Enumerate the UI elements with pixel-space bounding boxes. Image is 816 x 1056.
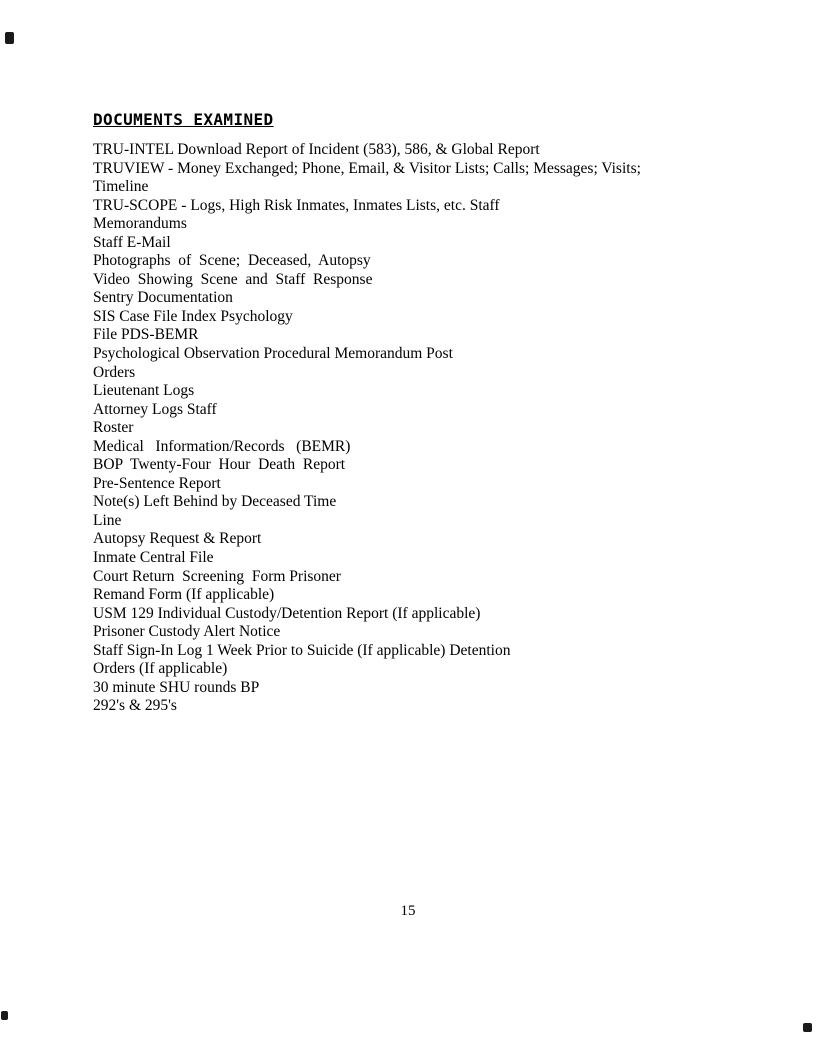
document-line: Photographs of Scene; Deceased, Autopsy — [93, 252, 371, 270]
document-line: Orders — [93, 363, 136, 381]
document-line: Medical Information/Records (BEMR) — [93, 437, 351, 455]
document-line: Psychological Observation Procedural Memorandum Post — [93, 345, 453, 363]
document-line: Sentry Documentation — [93, 289, 233, 307]
document-line: SIS Case File Index Psychology — [93, 307, 293, 325]
document-line: Court Return Screening Form Prisoner — [93, 567, 341, 585]
document-line: Memorandums — [93, 215, 187, 233]
document-line: Orders (If applicable) — [93, 660, 228, 678]
document-body — [93, 141, 693, 716]
document-line: Inmate Central File — [93, 549, 214, 567]
scan-artifact — [803, 1023, 812, 1032]
document-line: Video Showing Scene and Staff Response — [93, 270, 373, 288]
document-line: TRU-INTEL Download Report of Incident (583), 586, & Global Report — [93, 141, 540, 158]
scan-artifact — [1, 1011, 8, 1020]
document-line: Remand Form (If applicable) — [93, 586, 275, 604]
document-line: 292's & 295's — [93, 697, 177, 715]
document-line: Prisoner Custody Alert Notice — [93, 623, 281, 641]
document-line: Staff Sign-In Log 1 Week Prior to Suicide (If applicable) Detention — [93, 641, 511, 659]
document-line: Note(s) Left Behind by Deceased Time — [93, 493, 337, 511]
page-number: 15 — [400, 903, 416, 919]
document-line: 30 minute SHU rounds BP — [93, 678, 260, 696]
scan-artifact — [5, 32, 14, 44]
document-line: Lieutenant Logs — [93, 382, 195, 400]
document-line: Staff E-Mail — [93, 233, 171, 251]
document-line: TRUVIEW - Money Exchanged; Phone, Email, & Visitor Lists; Calls; Messages; Visits; — [93, 159, 641, 177]
document-line: Autopsy Request & Report — [93, 530, 262, 548]
document-line: Roster — [93, 419, 134, 437]
document-line: Pre-Sentence Report — [93, 474, 221, 492]
document-line: TRU-SCOPE - Logs, High Risk Inmates, Inmates Lists, etc. Staff — [93, 196, 500, 214]
document-line: USM 129 Individual Custody/Detention Report (If applicable) — [93, 604, 481, 622]
document-line: Timeline — [93, 178, 149, 196]
document-line: File PDS-BEMR — [93, 326, 199, 344]
document-line: Attorney Logs Staff — [93, 400, 217, 418]
document-line: Line — [93, 511, 122, 529]
document-line: BOP Twenty-Four Hour Death Report — [93, 456, 346, 474]
section-heading: DOCUMENTS EXAMINED — [93, 110, 274, 129]
